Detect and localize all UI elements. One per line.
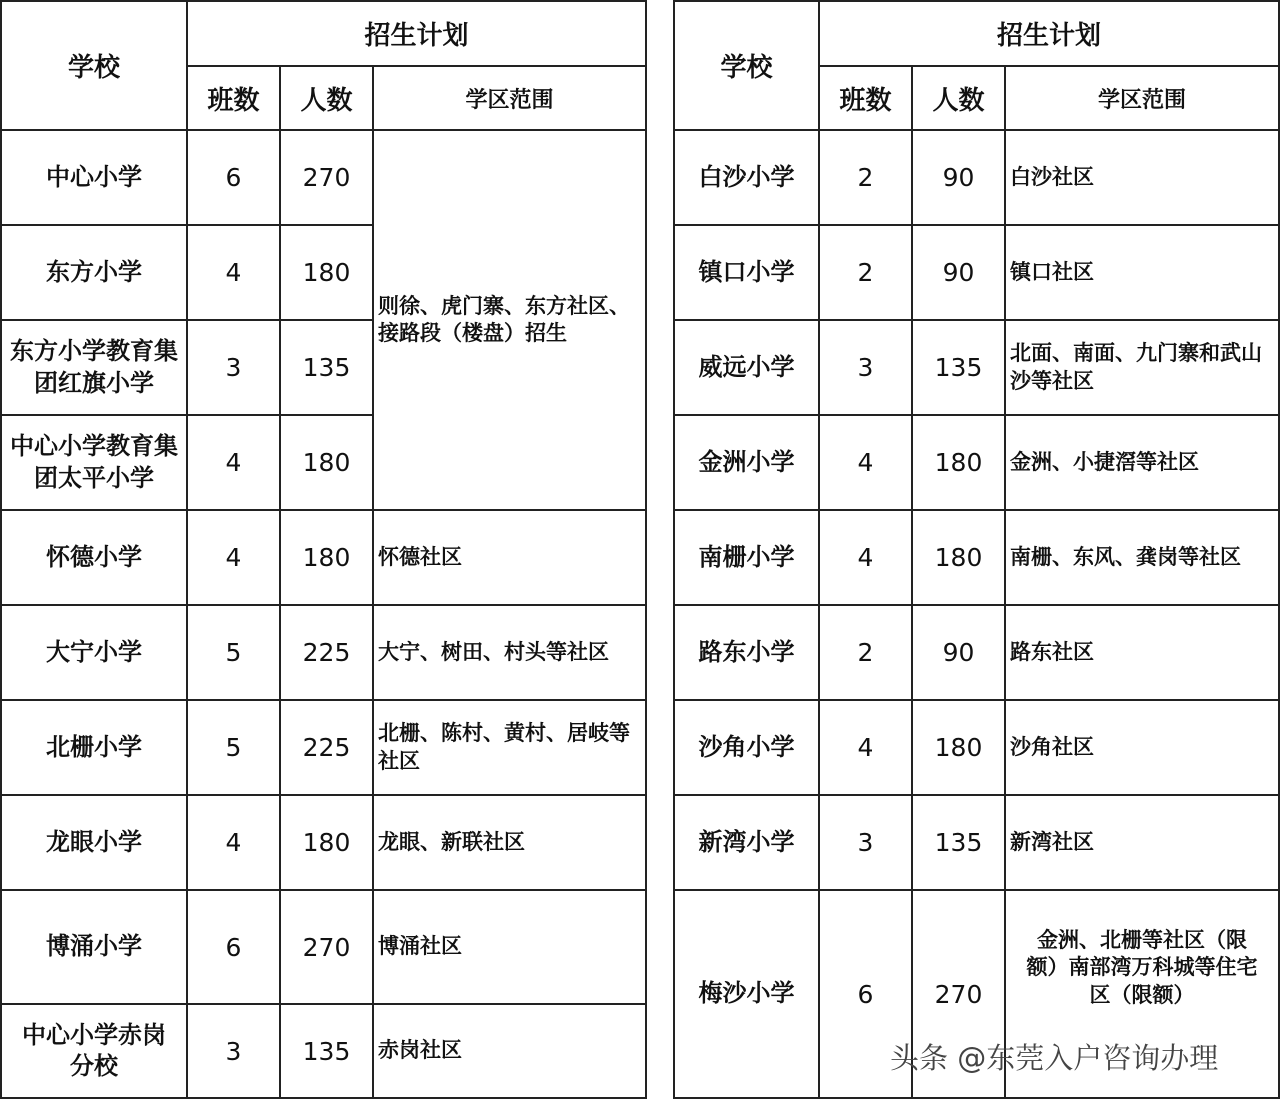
school-name: 北栅小学 <box>1 700 187 795</box>
class-count: 6 <box>187 130 280 225</box>
district-range: 怀德社区 <box>373 510 646 605</box>
class-count: 6 <box>187 890 280 1004</box>
students-header: 人数 <box>912 66 1005 130</box>
school-name: 中心小学赤岗分校 <box>1 1004 187 1098</box>
merged-district: 则徐、虎门寨、东方社区、接路段（楼盘）招生 <box>373 130 646 510</box>
school-name: 中心小学 <box>1 130 187 225</box>
district-range: 金洲、小捷滘等社区 <box>1005 415 1279 510</box>
district-range: 路东社区 <box>1005 605 1279 700</box>
class-count: 3 <box>187 320 280 415</box>
student-count: 225 <box>280 605 373 700</box>
school-name: 大宁小学 <box>1 605 187 700</box>
district-header: 学区范围 <box>1005 66 1279 130</box>
table-row <box>1 605 646 700</box>
class-count: 4 <box>819 700 912 795</box>
class-count: 4 <box>819 415 912 510</box>
school-name: 威远小学 <box>674 320 819 415</box>
school-name: 博涌小学 <box>1 890 187 1004</box>
table-row <box>1 700 646 795</box>
class-count: 4 <box>187 415 280 510</box>
student-count: 135 <box>912 795 1005 890</box>
classes-header: 班数 <box>187 66 280 130</box>
student-count: 270 <box>280 130 373 225</box>
district-range: 新湾社区 <box>1005 795 1279 890</box>
student-count: 180 <box>912 510 1005 605</box>
class-count: 2 <box>819 130 912 225</box>
school-header: 学校 <box>1 1 187 130</box>
right-enrollment-table <box>673 0 1280 1099</box>
student-count: 90 <box>912 605 1005 700</box>
student-count: 135 <box>280 320 373 415</box>
student-count: 135 <box>912 320 1005 415</box>
student-count: 180 <box>280 510 373 605</box>
student-count: 180 <box>280 415 373 510</box>
school-name: 镇口小学 <box>674 225 819 320</box>
classes-header: 班数 <box>819 66 912 130</box>
table-row <box>674 700 1279 795</box>
class-count: 3 <box>819 320 912 415</box>
table-row <box>674 320 1279 415</box>
school-name: 路东小学 <box>674 605 819 700</box>
school-name: 怀德小学 <box>1 510 187 605</box>
class-count: 4 <box>187 225 280 320</box>
table-row <box>1 510 646 605</box>
class-count: 2 <box>819 225 912 320</box>
school-name: 东方小学 <box>1 225 187 320</box>
table-row <box>1 1004 646 1098</box>
table-row <box>674 415 1279 510</box>
class-count: 4 <box>187 795 280 890</box>
school-name: 南栅小学 <box>674 510 819 605</box>
school-name: 新湾小学 <box>674 795 819 890</box>
students-header: 人数 <box>280 66 373 130</box>
school-name: 沙角小学 <box>674 700 819 795</box>
table-row <box>674 510 1279 605</box>
district-range: 沙角社区 <box>1005 700 1279 795</box>
class-count: 5 <box>187 700 280 795</box>
district-range: 北面、南面、九门寨和武山沙等社区 <box>1005 320 1279 415</box>
student-count: 90 <box>912 130 1005 225</box>
table-row <box>674 225 1279 320</box>
student-count: 270 <box>280 890 373 1004</box>
class-count: 3 <box>187 1004 280 1098</box>
table-row <box>1 130 646 225</box>
school-name: 梅沙小学 <box>674 890 819 1098</box>
student-count: 225 <box>280 700 373 795</box>
school-name: 白沙小学 <box>674 130 819 225</box>
school-header: 学校 <box>674 1 819 130</box>
district-range: 博涌社区 <box>373 890 646 1004</box>
student-count: 180 <box>280 795 373 890</box>
table-row <box>1 795 646 890</box>
student-count: 270 <box>912 890 1005 1098</box>
student-count: 90 <box>912 225 1005 320</box>
district-range: 北栅、陈村、黄村、居岐等社区 <box>373 700 646 795</box>
student-count: 135 <box>280 1004 373 1098</box>
district-range: 镇口社区 <box>1005 225 1279 320</box>
district-range: 金洲、北栅等社区（限额）南部湾万科城等住宅区（限额） <box>1005 890 1279 1098</box>
district-range: 赤岗社区 <box>373 1004 646 1098</box>
table-row <box>674 605 1279 700</box>
district-range: 龙眼、新联社区 <box>373 795 646 890</box>
school-name: 金洲小学 <box>674 415 819 510</box>
class-count: 4 <box>187 510 280 605</box>
class-count: 2 <box>819 605 912 700</box>
district-range: 大宁、树田、村头等社区 <box>373 605 646 700</box>
class-count: 4 <box>819 510 912 605</box>
student-count: 180 <box>912 415 1005 510</box>
class-count: 3 <box>819 795 912 890</box>
district-header: 学区范围 <box>373 66 646 130</box>
table-row <box>1 890 646 1004</box>
class-count: 6 <box>819 890 912 1098</box>
student-count: 180 <box>912 700 1005 795</box>
student-count: 180 <box>280 225 373 320</box>
watermark: 头条 @东莞入户咨询办理 <box>890 1041 1219 1075</box>
plan-header: 招生计划 <box>187 1 646 66</box>
class-count: 5 <box>187 605 280 700</box>
district-range: 白沙社区 <box>1005 130 1279 225</box>
table-row <box>674 130 1279 225</box>
school-name: 中心小学教育集团太平小学 <box>1 415 187 510</box>
school-name: 龙眼小学 <box>1 795 187 890</box>
school-name: 东方小学教育集团红旗小学 <box>1 320 187 415</box>
district-range: 南栅、东风、龚岗等社区 <box>1005 510 1279 605</box>
plan-header: 招生计划 <box>819 1 1279 66</box>
table-row <box>674 795 1279 890</box>
